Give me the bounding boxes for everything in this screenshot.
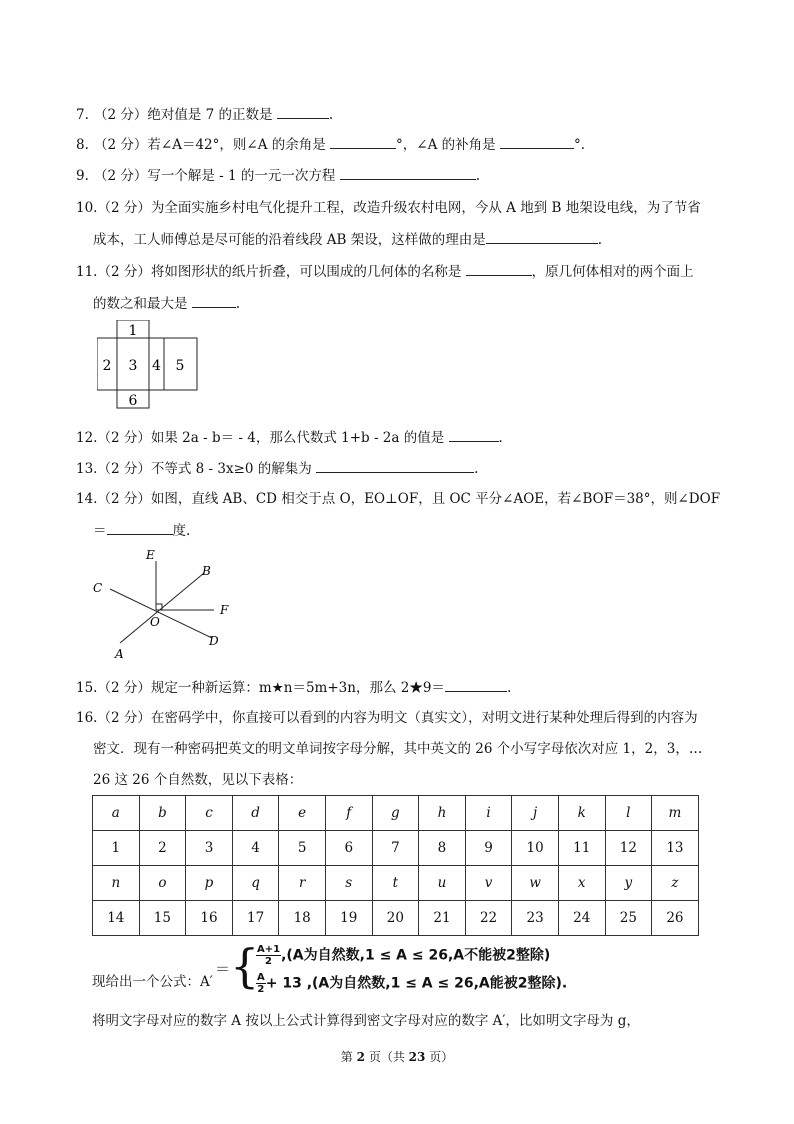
table-row xyxy=(93,866,699,901)
table-cell: 8 xyxy=(419,831,466,866)
table-cell: 12 xyxy=(605,831,652,866)
question-16-line-last: 将明文字母对应的数字 A 按以上公式计算得到密文字母对应的数字 A′，比如明文字母为 g， xyxy=(92,1013,640,1029)
table-cell: w xyxy=(512,866,559,901)
question-16-line2: 密文．现有一种密码把英文的明文单词按字母分解，其中英文的 26 个小写字母依次对应 1，2，3，… xyxy=(93,741,703,757)
question-16-line3: 26 这 26 个自然数，见以下表格： xyxy=(93,772,303,788)
question-12: 12.（2 分）如果 2a - b＝ - 4，那么代数式 1+b - 2a 的值是 . xyxy=(76,427,503,448)
answer-blank[interactable] xyxy=(486,229,598,244)
formula-case-2: $\frac{A}{2}$ + 13 ,(A为自然数,1 ≤ A ≤ 26,A能被2整除). xyxy=(257,972,568,995)
table-cell: 13 xyxy=(652,831,699,866)
table-cell: 6 xyxy=(325,831,372,866)
table-cell: x xyxy=(558,866,605,901)
table-cell: q xyxy=(232,866,279,901)
table-cell: z xyxy=(652,866,699,901)
table-cell: n xyxy=(93,866,140,901)
face-label: 2 xyxy=(102,358,112,374)
formula-equals: ＝ xyxy=(215,960,231,978)
intersecting-lines-figure xyxy=(90,548,240,660)
table-cell: p xyxy=(186,866,233,901)
table-row xyxy=(93,796,699,831)
table-row xyxy=(93,831,699,866)
answer-blank[interactable] xyxy=(449,427,499,442)
question-11: 11.（2 分）将如图形状的纸片折叠，可以围成的几何体的名称是 ，原几何体相对的两个面上 xyxy=(76,261,694,282)
face-label: 1 xyxy=(128,323,138,339)
table-cell: 17 xyxy=(232,901,279,936)
table-cell: k xyxy=(558,796,605,831)
table-cell: g xyxy=(372,796,419,831)
table-cell: b xyxy=(139,796,186,831)
table-row xyxy=(93,901,699,936)
point-label: E xyxy=(146,548,155,562)
cipher-table xyxy=(92,795,699,936)
face-label: 6 xyxy=(128,393,138,409)
question-16: 16.（2 分）在密码学中，你直接可以看到的内容为明文（真实文），对明文进行某种处理后得到的内容为 xyxy=(76,710,698,726)
table-cell: 10 xyxy=(512,831,559,866)
table-cell: 22 xyxy=(465,901,512,936)
table-cell: 5 xyxy=(279,831,326,866)
face-label: 5 xyxy=(175,358,185,374)
question-7: 7. （2 分）绝对值是 7 的正数是 . xyxy=(76,104,333,125)
question-9: 9. （2 分）写一个解是 - 1 的一元一次方程 . xyxy=(76,165,480,186)
line-CD xyxy=(110,589,212,638)
question-15: 15.（2 分）规定一种新运算：m★n＝5m+3n，那么 2★9＝ . xyxy=(76,677,511,698)
answer-blank[interactable] xyxy=(445,677,507,692)
answer-blank[interactable] xyxy=(107,520,173,535)
face-label: 4 xyxy=(152,358,161,374)
answer-blank[interactable] xyxy=(316,458,474,473)
question-13: 13.（2 分）不等式 8 - 3x≥0 的解集为 . xyxy=(76,458,478,479)
table-cell: 15 xyxy=(139,901,186,936)
table-cell: v xyxy=(465,866,512,901)
page-footer: 第 2 页（共 23 页） xyxy=(340,1050,454,1064)
point-label: D xyxy=(209,634,219,648)
table-cell: f xyxy=(325,796,372,831)
formula-brace: { xyxy=(230,939,260,993)
table-cell: s xyxy=(325,866,372,901)
point-label: A xyxy=(115,647,124,660)
table-cell: 25 xyxy=(605,901,652,936)
question-10-cont: 成本，工人师傅总是尽可能的沿着线段 AB 架设，这样做的理由是 . xyxy=(93,229,602,250)
answer-blank[interactable] xyxy=(330,134,396,149)
question-10: 10.（2 分）为全面实施乡村电气化提升工程，改造升级农村电网，今从 A 地到 B 地架设电线，为了节省 xyxy=(76,200,701,216)
answer-blank[interactable] xyxy=(500,134,574,149)
table-cell: 23 xyxy=(512,901,559,936)
table-cell: 3 xyxy=(186,831,233,866)
face-label: 3 xyxy=(128,358,138,374)
table-cell: 18 xyxy=(279,901,326,936)
point-label: F xyxy=(220,603,229,617)
table-cell: h xyxy=(419,796,466,831)
table-cell: 19 xyxy=(325,901,372,936)
table-cell: r xyxy=(279,866,326,901)
table-cell: u xyxy=(419,866,466,901)
table-cell: c xyxy=(186,796,233,831)
table-cell: 7 xyxy=(372,831,419,866)
table-cell: 1 xyxy=(93,831,140,866)
table-cell: 11 xyxy=(558,831,605,866)
cube-net-figure xyxy=(97,320,199,410)
answer-blank[interactable] xyxy=(340,165,476,180)
table-cell: i xyxy=(465,796,512,831)
point-label: O xyxy=(150,615,160,629)
table-cell: d xyxy=(232,796,279,831)
formula-intro: 现给出一个公式：A′ xyxy=(92,974,213,990)
point-label: C xyxy=(93,581,103,595)
answer-blank[interactable] xyxy=(192,293,236,308)
table-cell: e xyxy=(279,796,326,831)
question-8: 8. （2 分）若∠A＝42°，则∠A 的余角是 °，∠A 的补角是 °. xyxy=(76,134,585,155)
table-cell: 2 xyxy=(139,831,186,866)
table-cell: 14 xyxy=(93,901,140,936)
question-14-cont: ＝ 度. xyxy=(93,520,190,541)
table-cell: 4 xyxy=(232,831,279,866)
table-cell: 20 xyxy=(372,901,419,936)
answer-blank[interactable] xyxy=(277,104,329,119)
question-14: 14.（2 分）如图，直线 AB、CD 相交于点 O，EO⊥OF，且 OC 平分∠AOE，若∠BOF＝38°，则∠DOF xyxy=(76,491,721,507)
table-cell: l xyxy=(605,796,652,831)
table-cell: m xyxy=(652,796,699,831)
table-cell: j xyxy=(512,796,559,831)
formula-case-1: $\frac{A+1}{2}$ ,(A为自然数,1 ≤ A ≤ 26,A不能被2整除) xyxy=(257,944,551,967)
table-cell: 26 xyxy=(652,901,699,936)
table-cell: 16 xyxy=(186,901,233,936)
table-cell: 24 xyxy=(558,901,605,936)
question-11-cont: 的数之和最大是 . xyxy=(93,293,240,314)
table-cell: 21 xyxy=(419,901,466,936)
answer-blank[interactable] xyxy=(466,261,532,276)
table-cell: o xyxy=(139,866,186,901)
table-cell: y xyxy=(605,866,652,901)
point-label: B xyxy=(202,564,211,578)
table-cell: a xyxy=(93,796,140,831)
table-cell: 9 xyxy=(465,831,512,866)
table-cell: t xyxy=(372,866,419,901)
